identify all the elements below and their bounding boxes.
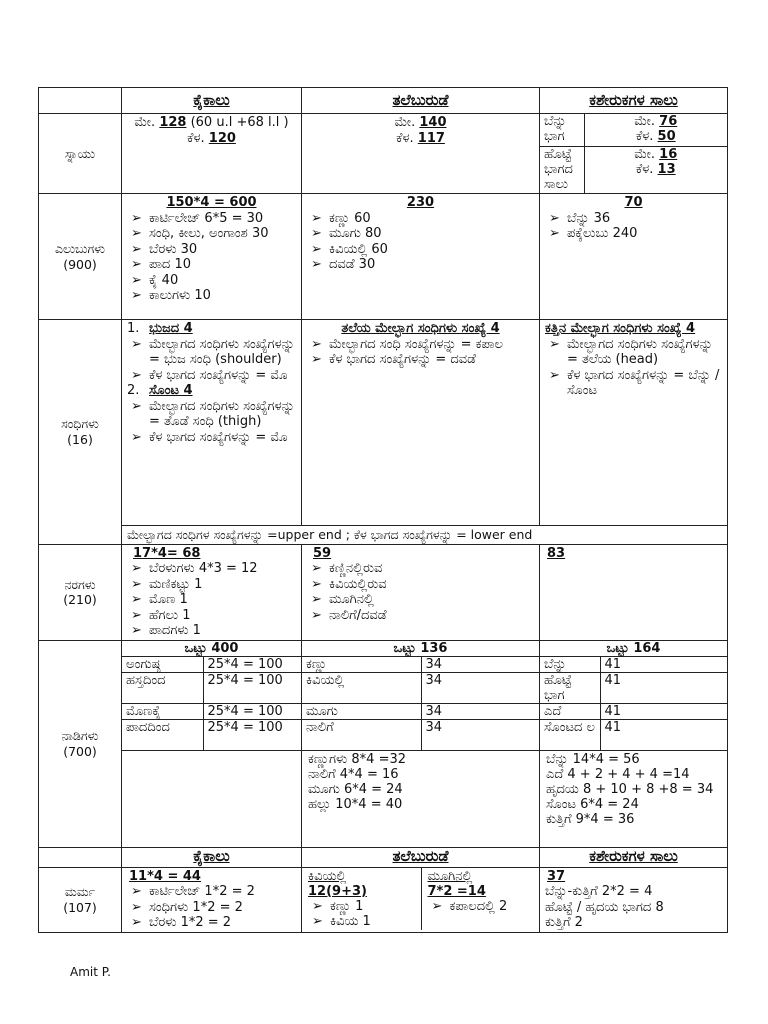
list-item: ➢ ಪಾದ 10 (131, 257, 191, 272)
muscles-spine-belly-values: ಮೇ. 16 ಕೆಳ. 13 (584, 146, 727, 193)
list-item: ➢ ಕೆಳ ಭಾಗದ ಸಂಖ್ಯೆಗಳನ್ನು = ಮೊ (131, 429, 288, 445)
muscles-spine-belly-label: ಹೊಟ್ಟೆ ಭಾಗದ ಸಾಲು (540, 146, 584, 193)
bones-skull: 230 ➢ ಕಣ್ಣು 60 ➢ ಮೂಗು 80 ➢ ಕಿವಿಯಲ್ಲಿ 60 ➢ ದವಡೆ 30 (302, 194, 540, 320)
list-item: ➢ ಮಣಿಕಟ್ಟು 1 (131, 576, 203, 592)
veins-skull: ಒಟ್ಟು 136 ಕಣ್ಣು 34 ಕಿವಿಯಲ್ಲಿ 34 ಮೂಗು 34 ನಾಲಿಗೆ 34 ಕಣ್ಣುಗಳು 8*4 =32 ನಾಲಿಗೆ 4*4 = 16 ಮೂಗು 6*4 = 24 ಹಲ್ಲು 10*4 = 40 (302, 640, 540, 847)
list-item: ➢ ಕಪಾಲದಲ್ಲಿ 2 (431, 898, 508, 914)
veins-limbs: ಒಟ್ಟು 400 ಅಂಗುಷ್ಠ 25*4 = 100 ಹಸ್ತದಿಂದ 25*4 = 100 ಮೊಣಕೈ 25*4 = 100 ಪಾದದಿಂದ 25*4 = 100 (122, 640, 302, 847)
list-item: ➢ ಹೆಗಲು 1 (131, 607, 191, 623)
joints-spine: ಕತ್ತಿನ ಮೇಲ್ಭಾಗ ಸಂಧಿಗಳು ಸಂಖ್ಯೆ 4 ➢ ಮೇಲ್ಭಾಗದ ಸಂಧಿಗಳು ಸಂಖ್ಯೆಗಳನ್ನು = ತಲೆಯ (head) ➢ ಕೆಳ ಭಾಗದ ಸಂಖ್ಯೆಗಳನ್ನು = ಬೆನ್ನು / ಸೊಂಟ (540, 320, 728, 526)
row-label-veins: ನಾಡಿಗಳು (700) (39, 640, 122, 847)
list-item: ➢ ಬೆರಳುಗಳು 4*3 = 12 (131, 561, 258, 576)
list-item: ➢ ಮೂಗು 80 (311, 226, 382, 241)
joints-skull: ತಲೆಯ ಮೇಲ್ಭಾಗ ಸಂಧಿಗಳು ಸಂಖ್ಯೆ 4 ➢ ಮೇಲ್ಭಾಗದ ಸಂಧಿ ಸಂಖ್ಯೆಗಳನ್ನು = ಕಪಾಲ ➢ ಕೆಳ ಭಾಗದ ಸಂಖ್ಯೆಗಳನ್ನು = ದವಡೆ (302, 320, 540, 526)
bones-spine-list (545, 211, 722, 242)
list-item: ➢ ಕೆಳ ಭಾಗದ ಸಂಖ್ಯೆಗಳನ್ನು = ಮೊ (131, 367, 288, 383)
list-item: ➢ ಕಿವಿಯಲ್ಲಿರುವ (311, 576, 387, 592)
joints-note: ಮೇಲ್ಭಾಗದ ಸಂಧಿಗಳ ಸಂಖ್ಯೆಗಳನ್ನು =upper end ; ಕೆಳ ಭಾಗದ ಸಂಖ್ಯೆಗಳನ್ನು = lower end (122, 526, 728, 545)
list-item: ➢ ಮೇಲ್ಭಾಗದ ಸಂಧಿ ಸಂಖ್ಯೆಗಳನ್ನು = ಕಪಾಲ (311, 336, 503, 352)
list-item: ➢ ಬೆರಳು 30 (131, 241, 198, 257)
header-skull: ತಲೆಬುರುಡೆ (302, 88, 540, 114)
list-item: ➢ ನಾಲಿಗೆ/ದವಡೆ (311, 607, 387, 623)
list-item: ➢ ಮೇಲ್ಭಾಗದ ಸಂಧಿಗಳು ಸಂಖ್ಯೆಗಳನ್ನು = ಭುಜ ಸಂಧಿ (shoulder) (131, 336, 295, 367)
list-item: ➢ ಬೆನ್ನು 36 (549, 210, 611, 226)
header-limbs: ಕೈಕಾಲು (122, 88, 302, 114)
list-item: ➢ ಮೇಲ್ಭಾಗದ ಸಂಧಿಗಳು ಸಂಖ್ಯೆಗಳನ್ನು = ತೊಡೆ ಸಂಧಿ (thigh) (131, 398, 295, 429)
nerves-spine: 83 (540, 544, 728, 640)
marma-skull-ear: ಕಿವಿಯಲ್ಲಿ 12(9+3) ➢ ಕಣ್ಣು 1 ➢ ಕಿವಿಯ 1 (302, 868, 421, 930)
list-item: ➢ ಪಕ್ಕೆಲುಬು 240 (549, 226, 638, 241)
veins-spine: ಒಟ್ಟು 164 ಬೆನ್ನು 41 ಹೊಟ್ಟೆ ಭಾಗ 41 ಎದೆ 41 ಸೊಂಟದ ಲ 41 ಬೆನ್ನು 14*4 = 56 ಎದೆ 4 + 2 + 4 + 4 =14 ಹೃದಯ 8 + 10 + 8 +8 = 34 ಸೊಂಟ 6*4 = 24 ಕುತ್ತಿಗೆ 9*4 = 36 (540, 640, 728, 847)
marma-spine: 37 ಬೆನ್ನು-ಕುತ್ತಿಗೆ 2*2 = 4 ಹೊಟ್ಟೆ / ಹೃದಯ ಭಾಗದ 8 ಕುತ್ತಿಗೆ 2 (540, 867, 728, 932)
muscles-spine-back-label: ಬೆನ್ನು ಭಾಗ (540, 114, 584, 146)
header-spine: ಕಶೇರುಕಗಳ ಸಾಲು (540, 88, 728, 114)
corner-cell (39, 88, 122, 114)
corner-cell-2 (39, 847, 122, 867)
nerves-skull: 59 ➢ ಕಣ್ಣಿನಲ್ಲಿರುವ ➢ ಕಿವಿಯಲ್ಲಿರುವ ➢ ಮೂಗಿನಲ್ಲಿ ➢ ನಾಲಿಗೆ/ದವಡೆ (302, 544, 540, 640)
row-label-bones: ಎಲುಬುಗಳು (900) (39, 194, 122, 320)
footer-author: Amit P. (70, 965, 111, 979)
list-item: ➢ ಬೆರಳು 1*2 = 2 (131, 915, 232, 930)
nerves-limbs: 17*4= 68 ➢ ಬೆರಳುಗಳು 4*3 = 12 ➢ ಮಣಿಕಟ್ಟು 1 ➢ ಮೊಣ 1 ➢ ಹೆಗಲು 1 ➢ ಪಾದಗಳು 1 (122, 544, 302, 640)
list-item: ➢ ದವಡೆ 30 (311, 257, 376, 272)
list-item: ➢ ಕಣ್ಣಿನಲ್ಲಿರುವ (311, 561, 383, 576)
row-label-joints: ಸಂಧಿಗಳು (16) (39, 320, 122, 545)
list-item: ➢ ಮೂಗಿನಲ್ಲಿ (311, 592, 374, 607)
list-item: ➢ ಕಣ್ಣು 1 (312, 898, 364, 914)
bones-limbs-list (127, 211, 296, 304)
bones-skull-list (307, 211, 534, 273)
marma-skull (302, 867, 540, 932)
muscles-spine (540, 114, 728, 194)
list-item: ➢ ಕೆಳ ಭಾಗದ ಸಂಖ್ಯೆಗಳನ್ನು = ದವಡೆ (311, 352, 476, 367)
anatomy-table (38, 87, 728, 933)
list-item: ➢ ಕಣ್ಣು 60 (311, 210, 371, 226)
list-item: ➢ ಕೈ 40 (131, 272, 179, 288)
row-label-nerves: ನರಗಳು (210) (39, 544, 122, 640)
list-item: ➢ ಕಿವಿಯಲ್ಲಿ 60 (311, 241, 388, 257)
muscles-skull: ಮೇ. 140 ಕೆಳ. 117 (302, 114, 540, 194)
header2-spine: ಕಶೇರುಕಗಳ ಸಾಲು (540, 847, 728, 867)
joints-limbs: 1. ಭುಜದ 4 ➢ ಮೇಲ್ಭಾಗದ ಸಂಧಿಗಳು ಸಂಖ್ಯೆಗಳನ್ನು = ಭುಜ ಸಂಧಿ (shoulder) ➢ ಕೆಳ ಭಾಗದ ಸಂಖ್ಯೆಗಳನ್ನು = ಮೊ 2. ಸೊಂಟ 4 ➢ ಮೇಲ್ಭಾಗದ ಸಂಧಿಗಳು ಸಂಖ್ಯೆಗಳನ್ನು = ತೊಡೆ ಸಂಧಿ (thigh) ➢ ಕೆಳ ಭಾಗದ ಸಂಖ್ಯೆಗಳನ್ನು = ಮೊ (122, 320, 302, 526)
muscles-limbs: ಮೇ. 128 (60 u.l +68 l.l ) ಕೆಳ. 120 (122, 114, 302, 194)
bones-spine: 70 ➢ ಬೆನ್ನು 36 ➢ ಪಕ್ಕೆಲುಬು 240 (540, 194, 728, 320)
list-item: ➢ ಮೇಲ್ಭಾಗದ ಸಂಧಿಗಳು ಸಂಖ್ಯೆಗಳನ್ನು = ತಲೆಯ (head) (549, 336, 713, 367)
list-item: ➢ ಮೊಣ 1 (131, 592, 188, 607)
list-item: ➢ ಕೆಳ ಭಾಗದ ಸಂಖ್ಯೆಗಳನ್ನು = ಬೆನ್ನು / ಸೊಂಟ (549, 367, 720, 398)
marma-skull-nose: ಮೂಗಿನಲ್ಲಿ 7*2 =14 ➢ ಕಪಾಲದಲ್ಲಿ 2 (421, 868, 539, 930)
row-label-marma: ಮರ್ಮ (107) (39, 867, 122, 932)
row-label-muscles: ಸ್ನಾಯು (39, 114, 122, 194)
list-item: ➢ ಕಿವಿಯ 1 (312, 913, 371, 929)
header2-skull: ತಲೆಬುರುಡೆ (302, 847, 540, 867)
list-item: ➢ ಸಂಧಿಗಳು 1*2 = 2 (131, 899, 243, 915)
list-item: ➢ ಕಾರ್ಟಿಲೇಜ್ 1*2 = 2 (131, 884, 255, 899)
list-item: ➢ ಕಾಲುಗಳು 10 (131, 288, 211, 303)
list-item: ➢ ಕಾರ್ಟಿಲೇಜ್ 6*5 = 30 (131, 210, 264, 226)
marma-limbs: 11*4 = 44 ➢ ಕಾರ್ಟಿಲೇಜ್ 1*2 = 2 ➢ ಸಂಧಿಗಳು 1*2 = 2 ➢ ಬೆರಳು 1*2 = 2 (122, 867, 302, 932)
bones-limbs: 150*4 = 600 ➢ ಕಾರ್ಟಿಲೇಜ್ 6*5 = 30 ➢ ಸಂಧಿ, ಕೀಲು, ಅಂಗಾಂಶ 30 ➢ ಬೆರಳು 30 ➢ ಪಾದ 10 ➢ ಕೈ 40 ➢ ಕಾಲುಗಳು 10 (122, 194, 302, 320)
list-item: ➢ ಸಂಧಿ, ಕೀಲು, ಅಂಗಾಂಶ 30 (131, 226, 269, 241)
header2-limbs: ಕೈಕಾಲು (122, 847, 302, 867)
list-item: ➢ ಪಾದಗಳು 1 (131, 623, 201, 638)
muscles-spine-back-values: ಮೇ. 76 ಕೆಳ. 50 (584, 114, 727, 146)
